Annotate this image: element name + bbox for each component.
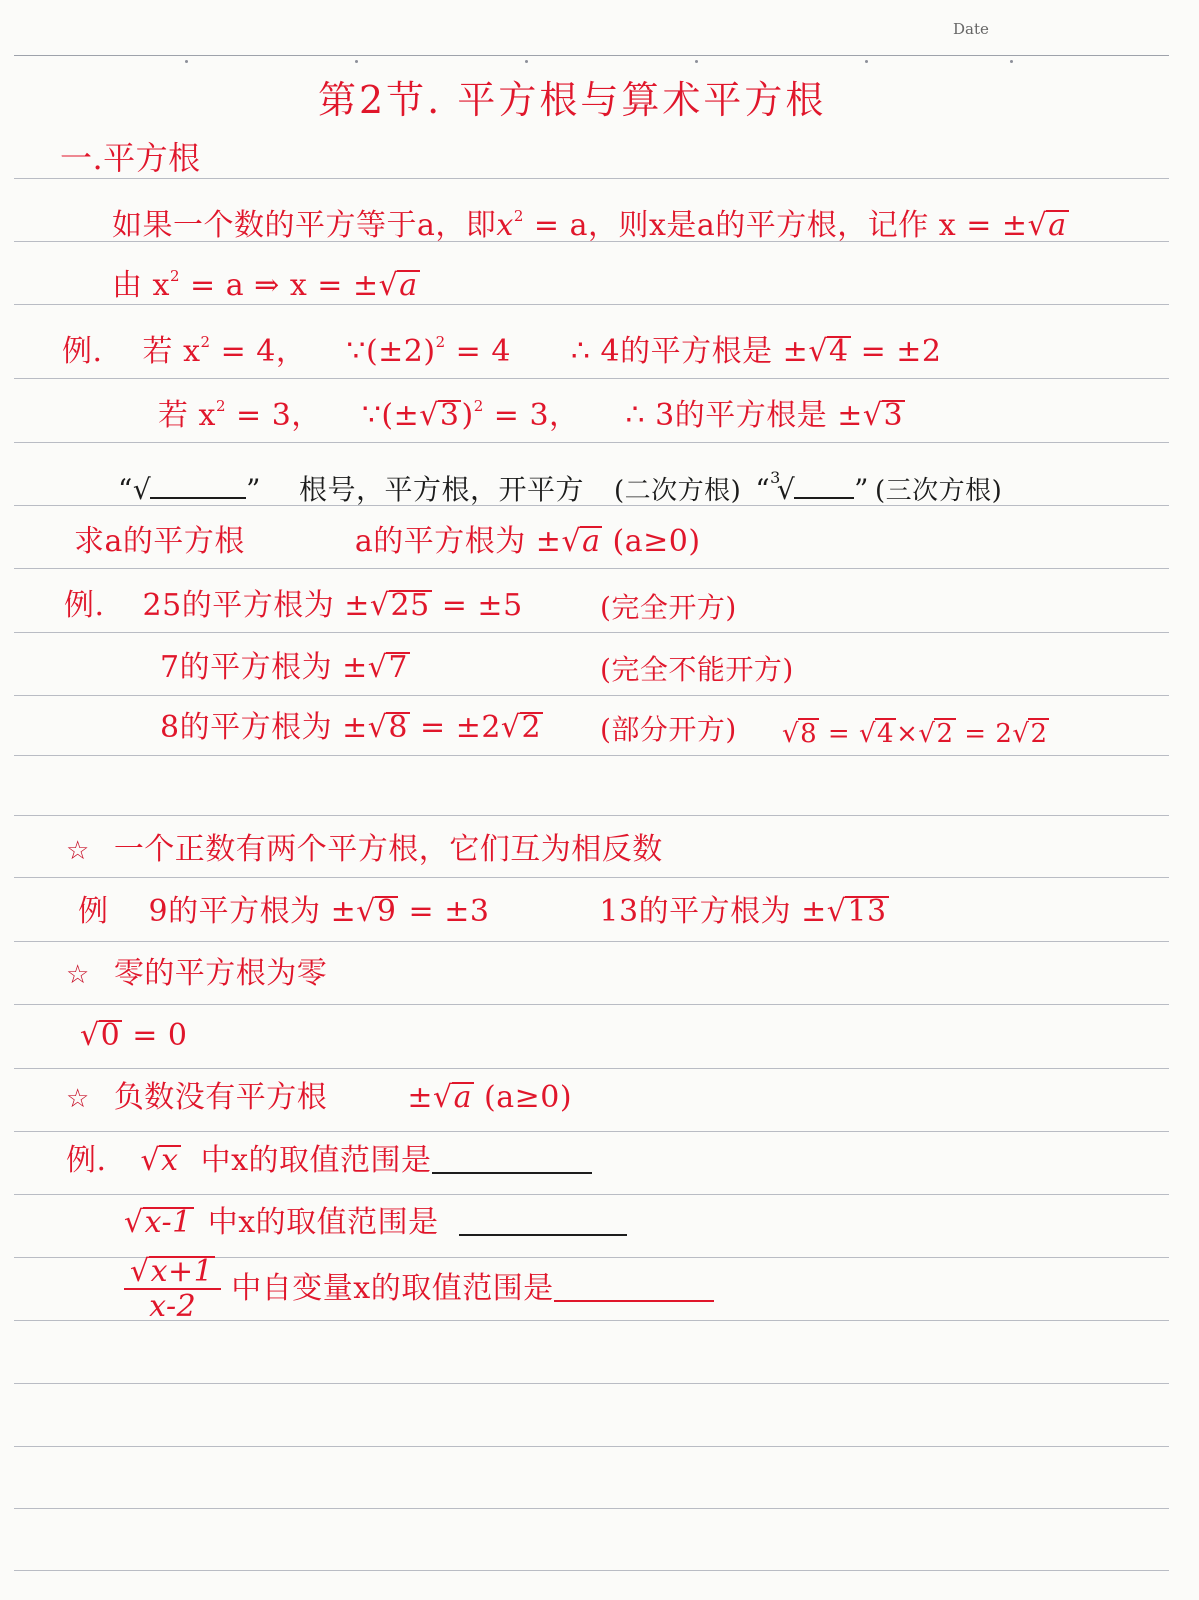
rule2-text: 零的平方根为零 — [113, 956, 328, 991]
example1-b-because-post: ) — [461, 398, 474, 433]
definition-radicand: a — [1048, 208, 1067, 243]
rule-line — [14, 1570, 1169, 1571]
rule2-ex-post: = 0 — [122, 1018, 188, 1053]
rule3-cond-radicand: a — [453, 1080, 472, 1115]
rule-dot — [185, 60, 188, 63]
rule3-cond-pre: ± — [407, 1080, 433, 1115]
derivation-mid: = a ⇒ x = ± — [180, 268, 379, 303]
notation-line: “√ ” 根号，平方根，开平方 (二次方根) “$^3$√ ” (三次方根) — [118, 468, 1003, 506]
rule2-ex-radicand: 0 — [100, 1018, 121, 1053]
aside-times: × — [896, 719, 919, 749]
example2-label: 例. — [64, 588, 105, 623]
example2-row-2: 7的平方根为 ±√7 — [160, 650, 408, 685]
example1-b-radicand: 3 — [883, 398, 904, 433]
rule-line — [14, 877, 1169, 878]
example3-q1: 例. √x 中x的取值范围是 — [66, 1142, 592, 1179]
sqrt-symbol-bar — [150, 497, 246, 499]
rule-dot — [355, 60, 358, 63]
notation-text: 根号，平方根，开平方 — [299, 473, 585, 506]
example2-row1-radicand: 25 — [390, 588, 430, 623]
example2-row2-note: (完全不能开方) — [600, 653, 794, 686]
example1-label: 例. — [62, 334, 103, 369]
example3-q3-fraction: $\frac{√x+1}{x-2}$ — [124, 1256, 221, 1324]
definition-text: 如果一个数的平方等于a，即 — [112, 208, 497, 243]
notation-quote-close: ” — [246, 473, 261, 506]
rule-line — [14, 695, 1169, 696]
aside-radicand-2: 4 — [877, 719, 895, 749]
example1-b-pre: 若 x — [158, 398, 216, 433]
cube-root-index: 3 — [770, 468, 781, 487]
example1-b-because-radicand: 3 — [439, 398, 460, 433]
example1-a-mid: = 4， — [210, 334, 307, 369]
top-rule — [14, 55, 1169, 56]
example1-b-because-pre: ∵(± — [361, 398, 420, 433]
find-root-left: 求a的平方根 — [74, 524, 245, 559]
page-title: 第2节. 平方根与算术平方根 — [318, 78, 827, 122]
cube-root-bar — [794, 497, 854, 499]
example3-q3-numerator: x+1 — [150, 1254, 214, 1289]
rule1-ex-a-post: = ±3 — [398, 894, 490, 929]
rule-line — [14, 378, 1169, 379]
derivation-pre: 由 x — [112, 268, 170, 303]
example1-a-end: = ±2 — [850, 334, 942, 369]
aside-eq-1: = — [819, 719, 859, 749]
find-root-radicand: a — [582, 524, 601, 559]
derivation-line: 由 $x^2 = a$ ⇒ x = ±√a — [112, 267, 418, 303]
example2-row2-pre: 7的平方根为 ± — [160, 650, 368, 685]
example2-row2-radicand: 7 — [388, 650, 408, 685]
derivation-radicand: a — [399, 268, 418, 303]
find-root-condition: (a≥0) — [602, 524, 701, 559]
rule2-example-line: √0 = 0 — [80, 1018, 188, 1053]
rule-line — [14, 178, 1169, 179]
rule-line — [14, 304, 1169, 305]
example2-row3-radicand-2: 2 — [521, 710, 542, 745]
example3-q3-text: 中自变量x的取值范围是 — [231, 1271, 554, 1306]
star-icon: ☆ — [66, 836, 90, 866]
example1-a-pre: 若 x — [142, 334, 201, 369]
aside-radicand-3: 2 — [936, 719, 954, 749]
notation-paren-square: (二次方根) — [614, 476, 742, 506]
example2-row3-post: = ±2 — [409, 710, 501, 745]
rule1-ex-b-radicand: 13 — [847, 894, 887, 929]
rule1-text: 一个正数有两个平方根，它们互为相反数 — [113, 832, 663, 867]
rule-line — [14, 1131, 1169, 1132]
rule-line — [14, 1383, 1169, 1384]
aside-radicand-4: 2 — [1030, 719, 1048, 749]
rule1-line — [66, 832, 663, 869]
example3-q1-text: 中x的取值范围是 — [200, 1143, 432, 1178]
star-icon: ☆ — [66, 1084, 90, 1114]
rule1-example-label: 例 — [78, 894, 109, 929]
example1-b-therefore: ∴ 3的平方根是 ± — [625, 398, 863, 433]
rule-dot — [865, 60, 868, 63]
example2-row3-note: (部分开方) — [600, 713, 737, 746]
find-root-right-pre: a的平方根为 ± — [354, 524, 562, 559]
notation-quote-close-2: ” — [854, 473, 869, 506]
rule-line — [14, 815, 1169, 816]
answer-blank[interactable] — [459, 1204, 627, 1236]
example1-b-because-rest: = 3， — [483, 398, 580, 433]
example1-line-a: 例. 若 $x^2 = 4$， $\because(\pm 2)^2 = 4$ ∴ 4的平方根是 ±√4 = ±2 — [62, 333, 942, 369]
rule-line — [14, 755, 1169, 756]
rule3-cond-post: (a≥0) — [473, 1080, 573, 1115]
rule-line — [14, 442, 1169, 443]
example3-q2: √x-1 中x的取值范围是 — [124, 1204, 627, 1241]
rule-dot — [525, 60, 528, 63]
rule-line — [14, 1004, 1169, 1005]
notation-quote-open: “ — [118, 473, 133, 506]
example3-q2-text: 中x的取值范围是 — [207, 1205, 439, 1240]
rule-line — [14, 568, 1169, 569]
answer-blank[interactable] — [432, 1142, 592, 1174]
example3-q3 — [124, 1256, 714, 1324]
sqrt8-simplification: √8 = √4×√2 = 2√2 — [782, 719, 1048, 749]
example2-row1-pre: 25的平方根为 ± — [142, 588, 370, 623]
example2-row3-radicand: 8 — [388, 710, 408, 745]
star-icon: ☆ — [66, 960, 90, 990]
date-label: Date — [953, 20, 989, 38]
section-heading: 一.平方根 — [60, 139, 201, 177]
rule-dot — [1010, 60, 1013, 63]
notation-quote-open-2: “ — [755, 473, 771, 506]
example2-row1-post: = ±5 — [431, 588, 523, 623]
rule2-line — [66, 956, 327, 993]
rule3-text: 负数没有平方根 — [113, 1080, 328, 1115]
example1-a-because-rest: = 4 — [445, 334, 511, 369]
example3-label: 例. — [66, 1143, 107, 1178]
example2-row-3: 8的平方根为 ±√8 = ±2√2 — [160, 710, 542, 745]
example3-q2-radicand: x-1 — [144, 1205, 192, 1240]
aside-eq-2: = 2 — [955, 719, 1013, 749]
example1-a-radicand: 4 — [828, 334, 849, 369]
definition-var: x — [496, 208, 514, 243]
rule-line — [14, 1068, 1169, 1069]
rule-line — [14, 1508, 1169, 1509]
rule-line — [14, 941, 1169, 942]
rule1-ex-a-radicand: 9 — [376, 894, 397, 929]
rule3-line: ☆ 负数没有平方根 ±√a (a≥0) — [66, 1080, 573, 1115]
example1-a-therefore: ∴ 4的平方根是 ± — [570, 334, 809, 369]
example1-line-b: 若 $x^2 = 3$， $\because(\pm√3)^2 = 3$， ∴ 3的平方根是 ±√3 — [158, 397, 904, 433]
example3-q1-radicand: x — [161, 1143, 179, 1178]
find-root-line: 求a的平方根 a的平方根为 ±√a (a≥0) — [74, 524, 701, 559]
answer-blank[interactable] — [554, 1270, 714, 1302]
example2-row3-pre: 8的平方根为 ± — [160, 710, 368, 745]
example1-b-mid: = 3， — [226, 398, 322, 433]
example2-row1-note: (完全开方) — [600, 591, 737, 624]
rule-line — [14, 1446, 1169, 1447]
definition-line: 如果一个数的平方等于a，即$x^2 = a$，则x是a的平方根，记作 x = ±√a — [112, 207, 1067, 243]
rule-line — [14, 1194, 1169, 1195]
example3-q3-denominator: x-2 — [149, 1289, 197, 1324]
example2-row-1: 例. 25的平方根为 ±√25 = ±5 — [64, 588, 523, 623]
definition-rest: = a，则x是a的平方根，记作 x = ± — [523, 208, 1028, 243]
rule1-ex-b-pre: 13的平方根为 ± — [599, 894, 827, 929]
example1-a-because: ∵(±2) — [346, 334, 436, 369]
aside-radicand-1: 8 — [800, 719, 818, 749]
rule1-ex-a-pre: 9的平方根为 ± — [148, 894, 357, 929]
rule1-example-line: 例 9的平方根为 ±√9 = ±3 13的平方根为 ±√13 — [78, 894, 887, 929]
notation-paren-cube: (三次方根) — [875, 476, 1003, 506]
rule-dot — [695, 60, 698, 63]
rule-line — [14, 632, 1169, 633]
